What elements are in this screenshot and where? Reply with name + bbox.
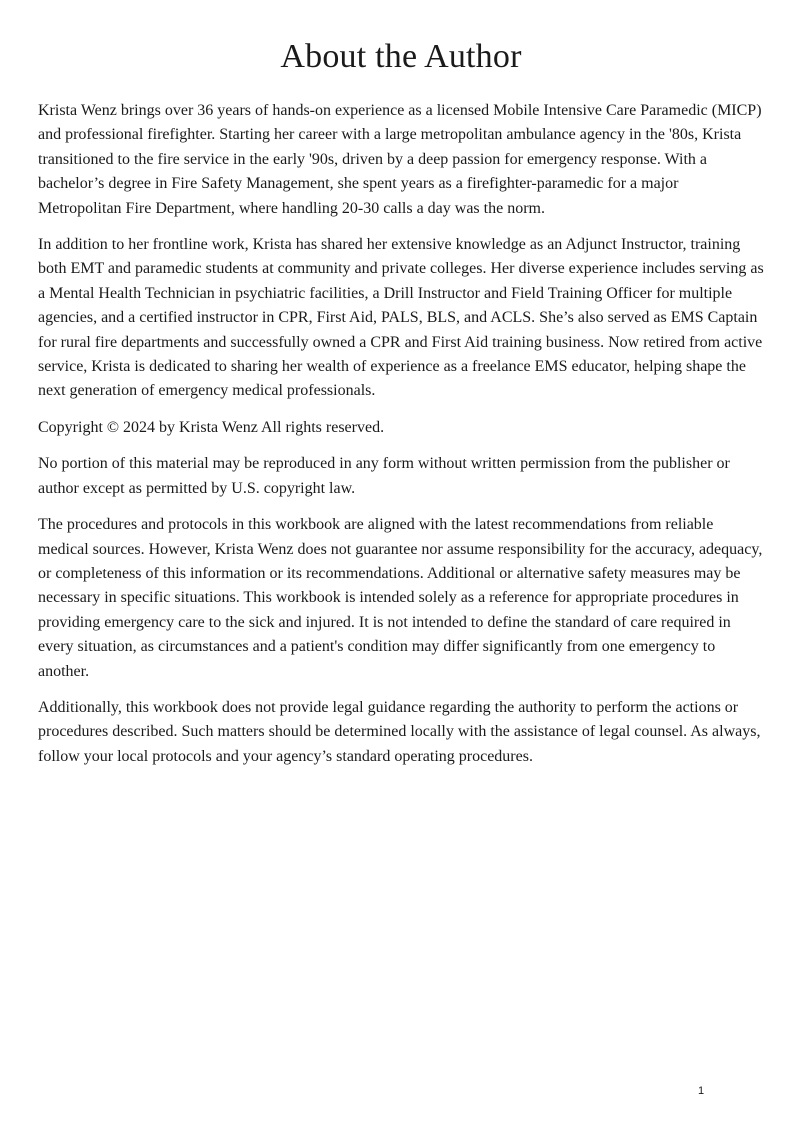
reproduction-notice: No portion of this material may be reproduced in any form without written permission from the publisher or author except as permitted by U.S. copyright law.: [38, 455, 730, 497]
author-bio-paragraph-2: In addition to her frontline work, Krista has shared her extensive knowledge as an Adjunct Instructor, training both EMT and paramedic students at community and private colleges. Her diverse experience includes serving as a Mental Health Technician in psychiatric facilities, a Drill Instructor and Field Training Officer for multiple agencies, and a certified instructor in CPR, First Aid, PALS, BLS, and ACLS. She’s also served as EMS Captain for rural fire departments and successfully owned a CPR and First Aid training business. Now retired from active service, Krista is dedicated to sharing her wealth of experience as a freelance EMS educator, helping shape the next generation of emergency medical professionals.: [38, 236, 764, 400]
legal-disclaimer: Additionally, this workbook does not provide legal guidance regarding the authority to perform the actions or procedures described. Such matters should be determined locally with the assistance of legal counsel. As always, follow your local protocols and your agency’s standard operating procedures.: [38, 698, 761, 765]
author-bio-paragraph-1: Krista Wenz brings over 36 years of hands-on experience as a licensed Mobile Intensive Care Paramedic (MICP) and professional firefighter. Starting her career with a large metropolitan ambulance agency in the '80s, Krista transitioned to the fire service in the early '90s, driven by a deep passion for emergency response. With a bachelor’s degree in Fire Safety Management, she spent years as a firefighter-paramedic for a major Metropolitan Fire Department, where handling 20-30 calls a day was the norm.: [38, 102, 762, 217]
procedures-disclaimer: The procedures and protocols in this workbook are aligned with the latest recommendations from reliable medical sources. However, Krista Wenz does not guarantee nor assume responsibility for the accuracy, adequacy, or completeness of this information or its recommendations. Additional or alternative safety measures may be necessary in specific situations. This workbook is intended solely as a reference for appropriate procedures in providing emergency care to the sick and injured. It is not intended to define the standard of care required in every situation, as circumstances and a patient's condition may differ significantly from one emergency to another.: [38, 516, 763, 680]
copyright-notice: Copyright © 2024 by Krista Wenz All rights reserved.: [38, 418, 385, 436]
page-title: About the Author: [280, 38, 522, 75]
page-number: 1: [698, 1085, 705, 1097]
document-page: [38, 0, 764, 769]
